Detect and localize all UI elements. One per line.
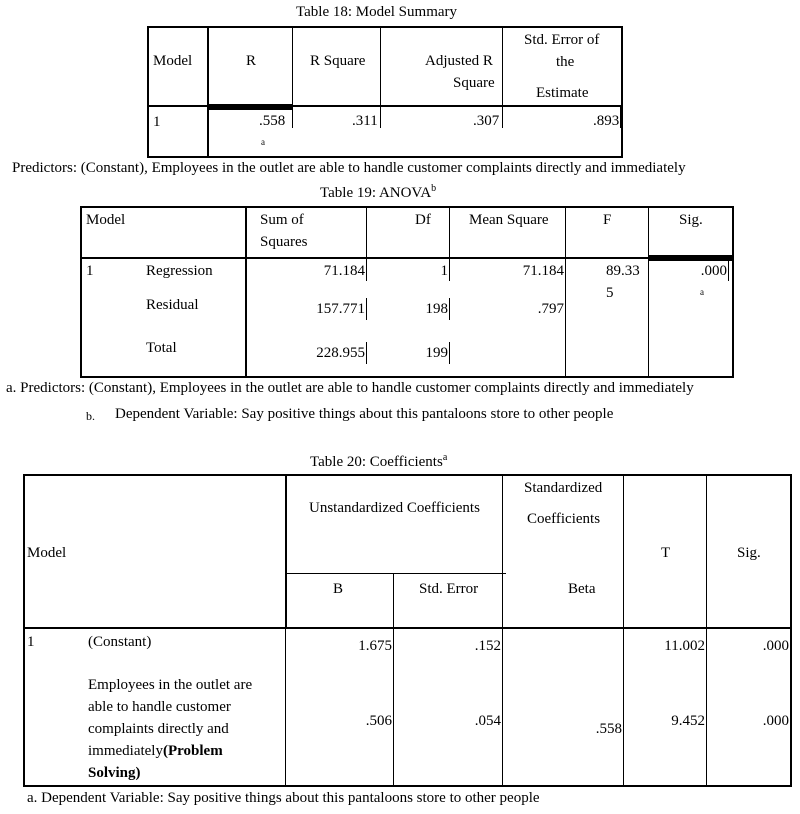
header-std-error-line3: Estimate bbox=[536, 85, 589, 101]
row-label-regression: Regression bbox=[146, 263, 213, 279]
header-b: B bbox=[333, 581, 344, 597]
value-constant-sig: .000 bbox=[762, 638, 789, 654]
table-border bbox=[23, 474, 792, 787]
cell-tick bbox=[366, 342, 367, 364]
row-label-predictor-line1: Employees in the outlet are bbox=[88, 677, 253, 693]
table-20-title-text: Table 20: Coefficients bbox=[310, 454, 443, 470]
header-unstandardized-coefficients: Unstandardized Coefficients bbox=[309, 500, 480, 516]
header-f: F bbox=[603, 212, 612, 228]
header-sum-of-squares-line2: Squares bbox=[260, 234, 308, 250]
value-predictor-t: 9.452 bbox=[671, 713, 705, 729]
table-19-note-b-label: b. bbox=[86, 409, 95, 423]
value-constant-std-error: .152 bbox=[474, 638, 501, 654]
table-20-title-superscript: a bbox=[442, 452, 448, 463]
column-divider bbox=[285, 629, 286, 786]
row-label-total: Total bbox=[146, 340, 177, 356]
header-std-error-line2: the bbox=[556, 54, 575, 70]
value-r-footnote: a bbox=[261, 137, 265, 147]
cell-tick bbox=[502, 636, 503, 658]
header-model: Model bbox=[27, 545, 67, 561]
value-ss-total: 228.955 bbox=[316, 345, 365, 361]
column-divider bbox=[449, 206, 450, 258]
value-ms-regression: 71.184 bbox=[522, 263, 564, 279]
header-std-error-line1: Std. Error of bbox=[524, 32, 600, 48]
cell-tick bbox=[502, 106, 503, 128]
header-adjusted-r-line2: Square bbox=[453, 75, 495, 91]
header-adjusted-r-line1: Adjusted R bbox=[425, 53, 493, 69]
value-constant-t: 11.002 bbox=[664, 638, 705, 654]
header-df: Df bbox=[415, 212, 431, 228]
value-std-error: .893 bbox=[593, 113, 620, 129]
value-sig: .000 bbox=[700, 263, 727, 279]
value-predictor-beta: .558 bbox=[595, 721, 622, 737]
header-std-error: Std. Error bbox=[419, 581, 479, 597]
value-r: .558 bbox=[259, 113, 286, 129]
column-divider bbox=[380, 26, 381, 106]
table-19-title-text: Table 19: ANOVA bbox=[320, 185, 432, 201]
column-divider bbox=[245, 206, 247, 378]
table-18-title: Table 18: Model Summary bbox=[296, 4, 458, 20]
table-18-predictors-note: Predictors: (Constant), Employees in the outlet are able to handle customer complaints directly and immediately bbox=[12, 160, 686, 176]
subheader-divider bbox=[285, 573, 506, 574]
row-label-predictor-line2: able to handle customer bbox=[88, 699, 231, 715]
column-divider bbox=[565, 206, 566, 376]
row-label-predictor-line3: complaints directly and bbox=[88, 721, 229, 737]
column-divider bbox=[366, 206, 367, 258]
cell-tick bbox=[620, 106, 621, 128]
column-divider bbox=[502, 26, 503, 106]
column-divider bbox=[623, 474, 624, 786]
header-sig: Sig. bbox=[737, 545, 761, 561]
table-19-note-a: a. Predictors: (Constant), Employees in the outlet are able to handle customer complaints directly and immediately bbox=[6, 380, 694, 396]
value-f-line1: 89.33 bbox=[606, 263, 640, 279]
value-predictor-sig: .000 bbox=[762, 713, 789, 729]
column-divider bbox=[207, 26, 209, 158]
header-model: Model bbox=[86, 212, 126, 228]
row-label-constant: (Constant) bbox=[88, 634, 152, 650]
row-label-residual: Residual bbox=[146, 297, 199, 313]
value-predictor-std-error: .054 bbox=[474, 713, 501, 729]
cell-tick bbox=[449, 342, 450, 364]
header-t: T bbox=[661, 545, 671, 561]
cell-tick bbox=[728, 259, 729, 281]
value-ss-regression: 71.184 bbox=[323, 263, 365, 279]
selection-highlight bbox=[208, 104, 293, 110]
table-19-title-superscript: b bbox=[431, 183, 437, 194]
row-model-number: 1 bbox=[27, 634, 35, 650]
header-r-square: R Square bbox=[310, 53, 366, 69]
predictor-bold-text: (Problem bbox=[162, 743, 223, 759]
header-model: Model bbox=[153, 53, 193, 69]
value-df-total: 199 bbox=[425, 345, 448, 361]
header-sum-of-squares-line1: Sum of bbox=[260, 212, 304, 228]
column-divider bbox=[285, 474, 287, 629]
table-19-note-b: Dependent Variable: Say positive things about this pantaloons store to other people bbox=[115, 406, 614, 422]
value-ms-residual: .797 bbox=[537, 301, 564, 317]
header-mean-square: Mean Square bbox=[469, 212, 549, 228]
header-standardized-line2: Coefficients bbox=[527, 511, 601, 527]
cell-tick bbox=[380, 106, 381, 128]
column-divider bbox=[502, 474, 503, 786]
cell-tick bbox=[790, 712, 791, 734]
header-r: R bbox=[246, 53, 257, 69]
header-beta: Beta bbox=[568, 581, 596, 597]
row-model-number: 1 bbox=[153, 114, 161, 130]
cell-tick bbox=[393, 636, 394, 658]
row-label-predictor-line5: Solving) bbox=[88, 765, 141, 781]
predictor-text: immediately bbox=[88, 743, 163, 759]
cell-tick bbox=[790, 636, 791, 658]
column-divider bbox=[292, 26, 293, 106]
value-sig-footnote: a bbox=[700, 287, 704, 297]
value-constant-b: 1.675 bbox=[358, 638, 392, 654]
header-sig: Sig. bbox=[679, 212, 703, 228]
value-df-regression: 1 bbox=[440, 263, 448, 279]
header-standardized-line1: Standardized bbox=[524, 480, 603, 496]
value-df-residual: 198 bbox=[425, 301, 448, 317]
column-divider bbox=[393, 573, 394, 786]
value-predictor-b: .506 bbox=[365, 713, 392, 729]
selection-highlight bbox=[648, 255, 732, 261]
cell-tick bbox=[449, 298, 450, 320]
value-adjusted-r-square: .307 bbox=[473, 113, 500, 129]
column-divider bbox=[706, 474, 707, 786]
row-model-number: 1 bbox=[86, 263, 94, 279]
column-divider bbox=[648, 206, 649, 376]
header-divider bbox=[80, 257, 734, 259]
table-20-note-a: a. Dependent Variable: Say positive things about this pantaloons store to other people bbox=[27, 790, 540, 806]
header-divider bbox=[23, 627, 792, 629]
cell-tick bbox=[449, 259, 450, 281]
cell-tick bbox=[565, 298, 566, 320]
value-f-line2: 5 bbox=[606, 285, 614, 301]
value-ss-residual: 157.771 bbox=[316, 301, 365, 317]
table-20-title bbox=[310, 452, 447, 471]
cell-tick bbox=[366, 259, 367, 281]
value-r-square: .311 bbox=[352, 113, 378, 129]
table-19-title bbox=[320, 183, 436, 202]
cell-tick bbox=[366, 298, 367, 320]
row-label-predictor-line4 bbox=[88, 743, 223, 760]
